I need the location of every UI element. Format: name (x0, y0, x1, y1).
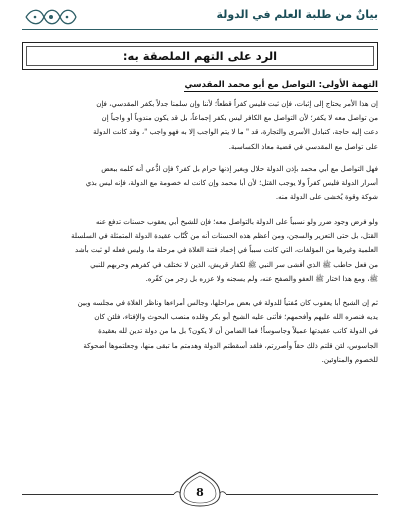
title-box-border (26, 46, 374, 66)
paragraph-line: الجاسوس، لئن قلتم ذلك حقاً وأصررتم، فلقد أسقطتم الدولة وهدمتم ما تبقى منها، وجعلتموها أضحوكة (83, 340, 378, 350)
paragraph-3 (22, 215, 378, 286)
paragraph-line: دعت إليه حاجة، كتبادل الأسرى والتجارة، قد " ما لا يتم الواجب إلا به فهو واجب "، وقد كانت الدولة (93, 127, 378, 137)
paragraph-line: للخصوم والمناوئين. (321, 354, 378, 364)
subtitle (22, 80, 378, 90)
footer-divider-left (22, 494, 174, 495)
paragraph-line: شوكة وقوة يُخشى على الدولة منه. (275, 192, 378, 202)
paragraph-line: القتل، بل حتى التعزير والسجن، ومن أعظم هذه الحسنات أنه من كُتّاب عقيدة الدولة المتمثلة في السلسلة (71, 231, 378, 241)
header-title: بيانٌ من طلبة العلم في الدولة (216, 8, 378, 21)
paragraph-line: في الدولة كاتب عقيدتها عميلاً وجاسوساً! فما الضامن أن لا يكون؟ بل ما من دولة تدين لله بعقيدة (98, 326, 378, 336)
header-divider (22, 29, 378, 30)
section-title: الرد على التهم الملصقة به: (122, 49, 278, 63)
subtitle-label: التهمة الأولى: التواصل مع أبو محمد المقدسي (184, 80, 378, 90)
paragraph-1 (22, 97, 378, 154)
paragraph-line: ولو فرض وجود ضرر ولو نسبياً على الدولة بالتواصل معه؛ فإن للشيخ أبي يعقوب حسنات تدفع عنه (95, 217, 378, 226)
paragraph-line: أسرار الدولة فليس كفراً ولا يوجب القتل؛ لأن أبا محمد وإن كانت له خصومة مع الدولة، فإنه ليس بذي (85, 178, 378, 188)
paragraph-line: ﷺ، ومع هذا اختار ﷺ العفو والصفح عنه، ولم يسجنه ولا عزره بل زجر من كفّره. (145, 273, 378, 283)
paragraph-line: من تواصل معه لا يكفر؛ لأن التواصل مع الكافر ليس بكفر إجماعاً، بل قد يكون مندوباً أو واجباً إن (101, 113, 378, 123)
footer-divider-right (226, 494, 378, 495)
paragraph-line: يديه فنصره الله عليهم وأفحمهم؛ فأثنى عليه الشيخ أبو بكر وقلده منصب البحوث والإفتاء، فلئن كان (94, 312, 378, 322)
page-number: 8 (196, 486, 204, 499)
paragraph-line: على تواصل مع المقدسي في قضية معاذ الكساسبة. (228, 141, 378, 151)
paragraph-line: إن هذا الأمر يحتاج إلى إثبات، فإن ثبت فليس كفراً قطعاً؛ لأننا وإن سلمنا جدلاً بكفر المقدسي، فإن (96, 99, 378, 108)
paragraph-line: من فعل حاطب ﷺ الذي أفشى سر النبي ﷺ لكفار قريش، الذين لا نختلف في كفرهم وحربهم للنبي (90, 259, 378, 269)
paragraph-2 (22, 162, 378, 205)
section-title-box (22, 42, 378, 70)
paragraph-line: العلمية وغيرها من المؤلفات، التي كانت سبباً في إخماد فتنة الغلاة في مرحلة ما، وليس فعله لو ثبت بأشد (75, 245, 378, 255)
ornament-icon (22, 6, 80, 28)
paragraph-4 (22, 296, 378, 367)
paragraph-line: فهل التواصل مع أبي محمد بإذن الدولة حلال وبغير إذنها حرام بل كفر؟ فإن ادُّعي أنه كلمه ببعض (101, 164, 378, 173)
paragraph-line: ثم إن الشيخ أبا يعقوب كان مُفتياً للدولة في بعض مراحلها، وجالس أمراءها وناظر الغلاة في مجلسه وبين (77, 298, 378, 307)
